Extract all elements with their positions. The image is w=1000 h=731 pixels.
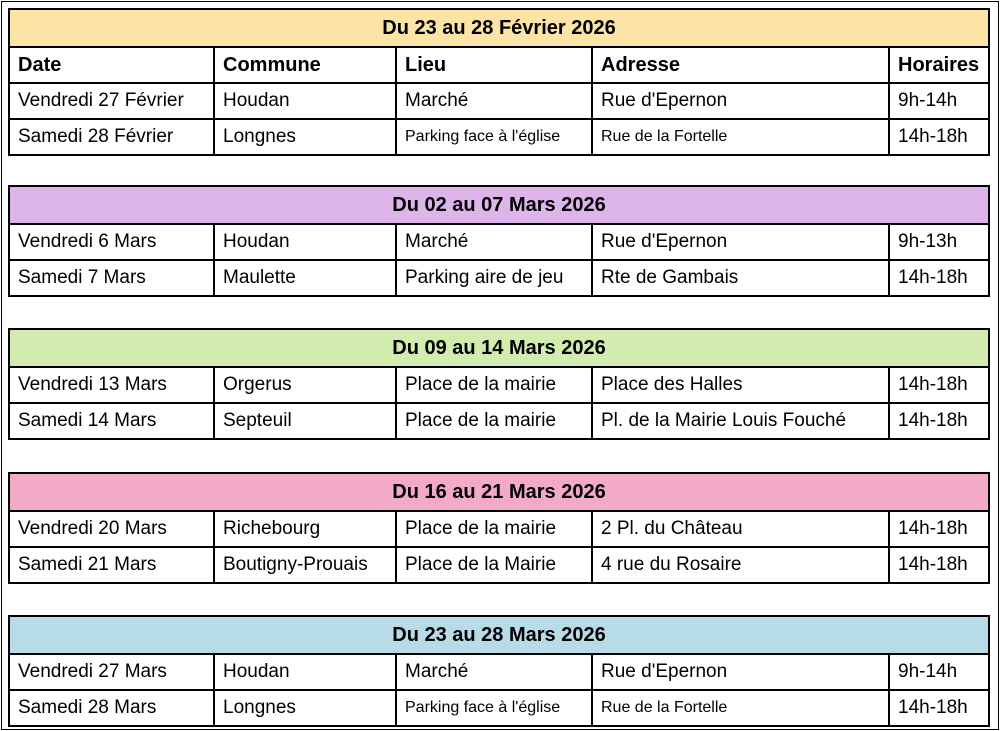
lieu-cell: Place de la mairie (397, 404, 593, 438)
adresse-cell: Rue d'Epernon (593, 655, 890, 689)
adresse-cell: Pl. de la Mairie Louis Fouché (593, 404, 890, 438)
block-title: Du 16 au 21 Mars 2026 (10, 474, 988, 512)
horaires-cell: 9h-13h (898, 231, 958, 252)
column-header-row (10, 48, 988, 84)
horaires-cell: 14h-18h (898, 374, 968, 395)
commune-cell: Maulette (215, 261, 397, 295)
commune-cell: Longnes (215, 691, 397, 725)
table-row (10, 548, 988, 582)
adresse-cell: Place des Halles (593, 368, 890, 402)
schedule-block-5 (8, 615, 990, 727)
block-title: Du 02 au 07 Mars 2026 (10, 187, 988, 225)
table-row (10, 655, 988, 691)
adresse-cell: Rue de la Fortelle (593, 120, 890, 154)
commune-cell: Longnes (215, 120, 397, 154)
adresse-cell: 2 Pl. du Château (593, 512, 890, 546)
date-cell: Samedi 28 Mars (10, 691, 215, 725)
lieu-cell: Parking aire de jeu (397, 261, 593, 295)
date-cell: Samedi 14 Mars (10, 404, 215, 438)
horaires-cell: 14h-18h (898, 267, 968, 288)
table-row (10, 368, 988, 404)
horaires-cell: 14h-18h (898, 410, 968, 431)
date-cell: Vendredi 27 Février (10, 84, 215, 118)
adresse-cell: 4 rue du Rosaire (593, 548, 890, 582)
commune-cell: Houdan (215, 84, 397, 118)
column-header-horaires: Horaires (898, 53, 980, 76)
date-cell: Vendredi 20 Mars (10, 512, 215, 546)
block-title: Du 23 au 28 Mars 2026 (10, 617, 988, 655)
commune-cell: Richebourg (215, 512, 397, 546)
table-row (10, 120, 988, 154)
horaires-cell: 14h-18h (898, 518, 968, 539)
adresse-cell: Rte de Gambais (593, 261, 890, 295)
horaires-cell: 14h-18h (898, 697, 968, 718)
schedule-block-1 (8, 8, 990, 156)
lieu-cell: Parking face à l'église (397, 691, 593, 725)
schedule-block-2 (8, 185, 990, 297)
commune-cell: Boutigny-Prouais (215, 548, 397, 582)
horaires-cell: 14h-18h (898, 554, 968, 575)
table-row (10, 261, 988, 295)
column-header-commune: Commune (215, 48, 397, 82)
date-cell: Samedi 21 Mars (10, 548, 215, 582)
date-cell: Samedi 28 Février (10, 120, 215, 154)
commune-cell: Septeuil (215, 404, 397, 438)
lieu-cell: Marché (397, 655, 593, 689)
commune-cell: Houdan (215, 655, 397, 689)
date-cell: Samedi 7 Mars (10, 261, 215, 295)
schedule-block-4 (8, 472, 990, 584)
block-title: Du 23 au 28 Février 2026 (10, 10, 988, 48)
date-cell: Vendredi 27 Mars (10, 655, 215, 689)
date-cell: Vendredi 6 Mars (10, 225, 215, 259)
column-header-date: Date (10, 48, 215, 82)
block-title: Du 09 au 14 Mars 2026 (10, 330, 988, 368)
lieu-cell: Marché (397, 225, 593, 259)
date-cell: Vendredi 13 Mars (10, 368, 215, 402)
lieu-cell: Place de la Mairie (397, 548, 593, 582)
adresse-cell: Rue d'Epernon (593, 225, 890, 259)
adresse-cell: Rue d'Epernon (593, 84, 890, 118)
horaires-cell: 14h-18h (898, 126, 968, 147)
schedule-block-3 (8, 328, 990, 440)
column-header-adresse: Adresse (593, 48, 890, 82)
horaires-cell: 9h-14h (898, 661, 958, 682)
lieu-cell: Parking face à l'église (397, 120, 593, 154)
table-row (10, 512, 988, 548)
table-row (10, 84, 988, 120)
commune-cell: Houdan (215, 225, 397, 259)
lieu-cell: Place de la mairie (397, 512, 593, 546)
table-row (10, 225, 988, 261)
lieu-cell: Marché (397, 84, 593, 118)
adresse-cell: Rue de la Fortelle (593, 691, 890, 725)
column-header-lieu: Lieu (397, 48, 593, 82)
lieu-cell: Place de la mairie (397, 368, 593, 402)
table-row (10, 691, 988, 725)
horaires-cell: 9h-14h (898, 90, 958, 111)
commune-cell: Orgerus (215, 368, 397, 402)
table-row (10, 404, 988, 438)
